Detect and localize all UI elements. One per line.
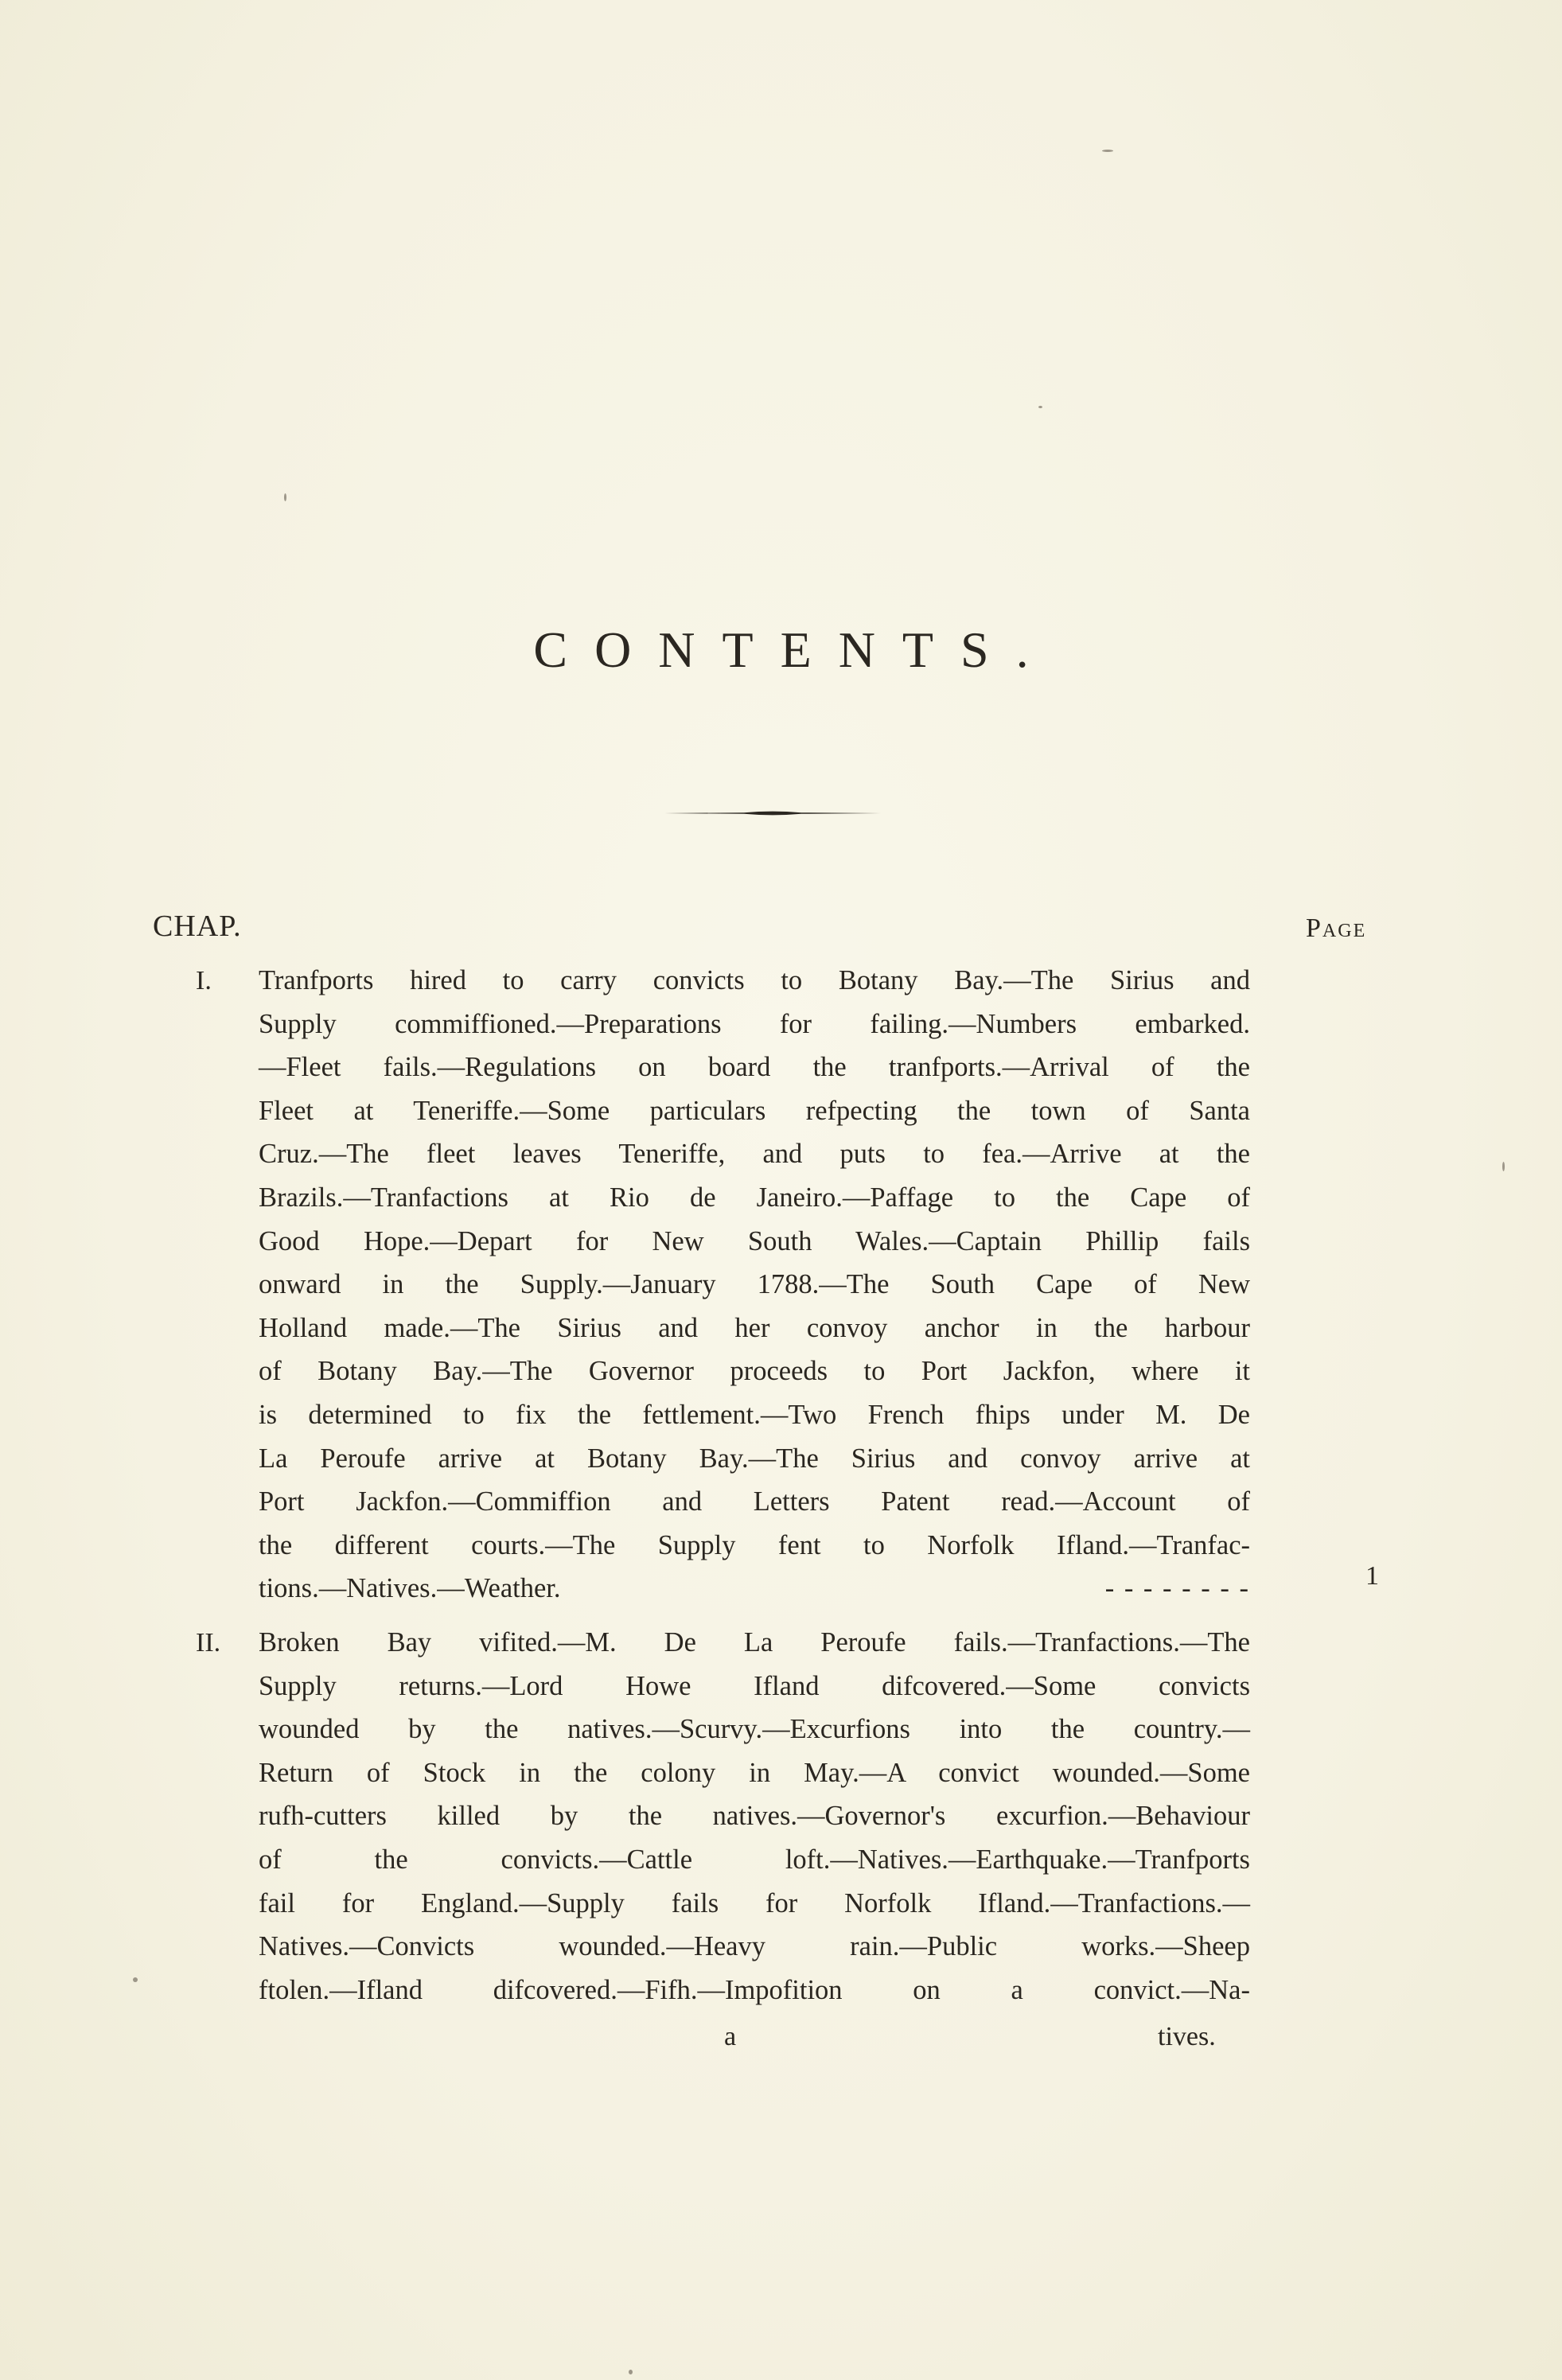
chapter-summary <box>259 959 1250 1611</box>
summary-line: ftolen.—Ifland difcovered.—Fifh.—Impofition on a convict.—Na- <box>259 1974 1250 2005</box>
summary-line: of the convicts.—Cattle loft.—Natives.—Earthquake.—Tranfports <box>259 1844 1250 1875</box>
chapter-summary <box>259 1621 1250 2012</box>
summary-line: rufh-cutters killed by the natives.—Governor's excurfion.—Behaviour <box>259 1801 1250 1832</box>
paper-speck <box>133 1977 138 1982</box>
summary-line: onward in the Supply.—January 1788.—The South Cape of New <box>259 1269 1250 1300</box>
paper-speck <box>1102 150 1113 152</box>
summary-line-text: tions.—Natives.—Weather. <box>259 1573 561 1604</box>
paper-speck <box>629 2370 633 2374</box>
summary-line: Tranfports hired to carry convicts to Botany Bay.—The Sirius and <box>259 965 1250 995</box>
page-column-heading: Page <box>1306 913 1367 943</box>
catchword: tives. <box>1158 2022 1216 2051</box>
summary-line: —Fleet fails.—Regulations on board the tranfports.—Arrival of the <box>259 1052 1250 1083</box>
summary-line: is determined to fix the fettlement.—Two French fhips under M. De <box>259 1399 1250 1430</box>
summary-line: Supply returns.—Lord Howe Ifland difcovered.—Some convicts <box>259 1670 1250 1701</box>
summary-line: Broken Bay vifited.—M. De La Peroufe fails.—Tranfactions.—The <box>259 1627 1250 1657</box>
summary-line: the different courts.—The Supply fent to Norfolk Ifland.—Tranfac- <box>259 1529 1250 1560</box>
summary-line: Brazils.—Tranfactions at Rio de Janeiro.—Paffage to the Cape of <box>259 1182 1250 1213</box>
summary-line: wounded by the natives.—Scurvy.—Excurfions into the country.— <box>259 1714 1250 1745</box>
summary-line: Port Jackfon.—Commiffion and Letters Patent read.—Account of <box>259 1486 1250 1517</box>
chapter-numeral: I. <box>196 966 212 995</box>
title-rule-ornament <box>664 810 881 816</box>
summary-line-with-leader <box>259 1567 1250 1611</box>
chapter-column-heading: CHAP. <box>153 910 242 943</box>
summary-line: Return of Stock in the colony in May.—A convict wounded.—Some <box>259 1757 1250 1788</box>
summary-line: Fleet at Teneriffe.—Some particulars refpecting the town of Santa <box>259 1095 1250 1126</box>
chapter-numeral: II. <box>196 1628 221 1657</box>
page-number: 1 <box>1365 1561 1379 1591</box>
summary-line: Good Hope.—Depart for New South Wales.—Captain Phillip fails <box>259 1225 1250 1256</box>
summary-line: Cruz.—The fleet leaves Teneriffe, and puts to fea.—Arrive at the <box>259 1139 1250 1170</box>
paper-speck <box>1038 406 1042 408</box>
page-title: CONTENTS. <box>533 621 1056 678</box>
summary-line: Supply commiffioned.—Preparations for failing.—Numbers embarked. <box>259 1008 1250 1039</box>
summary-line: Natives.—Convicts wounded.—Heavy rain.—Public works.—Sheep <box>259 1931 1250 1962</box>
dot-leader: - - - - - - - - <box>1104 1573 1250 1604</box>
signature-mark: a <box>724 2022 737 2051</box>
summary-line: La Peroufe arrive at Botany Bay.—The Sirius and convoy arrive at <box>259 1443 1250 1474</box>
summary-line: Holland made.—The Sirius and her convoy anchor in the harbour <box>259 1312 1250 1343</box>
paper-speck <box>284 493 286 501</box>
summary-line: fail for England.—Supply fails for Norfolk Ifland.—Tranfactions.— <box>259 1887 1250 1918</box>
paper-speck <box>1502 1162 1505 1171</box>
summary-line: of Botany Bay.—The Governor proceeds to Port Jackfon, where it <box>259 1356 1250 1387</box>
